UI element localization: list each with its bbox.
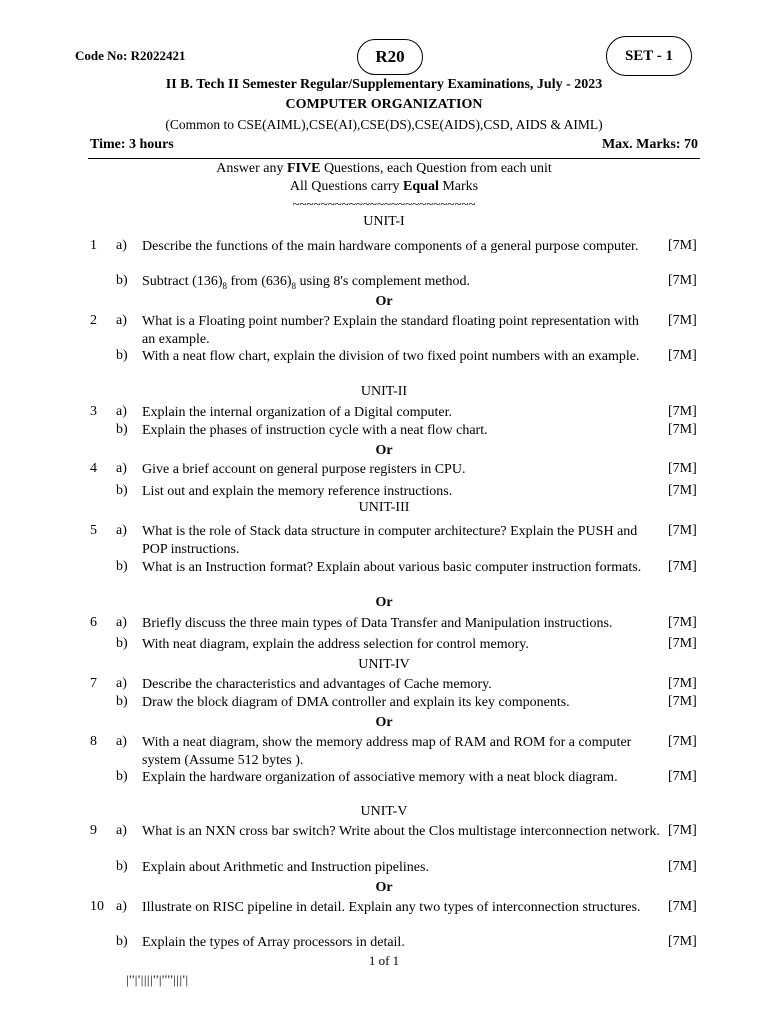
barcode: |''|'||||''|''''|||'|	[126, 972, 189, 987]
question-text: Give a brief account on general purpose registers in CPU.	[142, 462, 466, 477]
max-marks: Max. Marks: 70	[601, 137, 698, 152]
question-text: What is the role of Stack data structure in computer architecture? Explain the PUSH and POP instructions.	[142, 524, 638, 557]
code-number: Code No: R2022421	[75, 48, 186, 63]
or-separator: Or	[375, 595, 393, 610]
unit-heading: UNIT-III	[358, 500, 410, 515]
part-label: a)	[116, 734, 127, 749]
part-label: a)	[116, 313, 127, 328]
marks: [7M]	[668, 483, 697, 498]
subject-title: COMPUTER ORGANIZATION	[285, 97, 483, 112]
marks: [7M]	[668, 899, 697, 914]
part-label: a)	[116, 404, 127, 419]
part-label: b)	[116, 769, 128, 784]
part-label: b)	[116, 859, 128, 874]
question-text: Subtract $(136)_8$ from $(636)_8$ using 8's complement method.	[142, 274, 471, 291]
separator: ~~~~~~~~~~~~~~~~~~~~~~~~~~	[292, 196, 476, 211]
marks: [7M]	[668, 422, 697, 437]
part-label: b)	[116, 636, 128, 651]
part-label: a)	[116, 899, 127, 914]
set-badge: SET - 1	[606, 36, 692, 76]
or-separator: Or	[375, 715, 393, 730]
part-label: a)	[116, 823, 127, 838]
or-separator: Or	[375, 880, 393, 895]
marks: [7M]	[668, 523, 697, 538]
marks: [7M]	[668, 238, 697, 253]
part-label: a)	[116, 615, 127, 630]
page-number: 1 of 1	[368, 953, 400, 968]
marks: [7M]	[668, 823, 697, 838]
instruction-line-2: All Questions carry Equal Marks	[289, 179, 479, 194]
question-number: 1	[90, 238, 97, 253]
marks: [7M]	[668, 461, 697, 476]
part-label: b)	[116, 694, 128, 709]
question-number: 2	[90, 313, 97, 328]
exam-title: II B. Tech II Semester Regular/Supplementary Examinations, July - 2023	[165, 77, 603, 92]
marks: [7M]	[668, 734, 697, 749]
question-text: List out and explain the memory reference instructions.	[142, 484, 453, 499]
part-label: b)	[116, 273, 128, 288]
question-text: With a neat diagram, show the memory address map of RAM and ROM for a computer system (Assume 512 bytes ).	[142, 735, 632, 768]
question-text: With neat diagram, explain the address selection for control memory.	[142, 637, 529, 652]
question-text: Explain the internal organization of a Digital computer.	[142, 405, 452, 420]
header-rule	[88, 158, 700, 159]
marks: [7M]	[668, 348, 697, 363]
marks: [7M]	[668, 615, 697, 630]
question-text: What is an NXN cross bar switch? Write about the Clos multistage interconnection network.	[142, 824, 660, 839]
time-duration: Time: 3 hours	[90, 137, 174, 152]
question-text: Describe the functions of the main hardware components of a general purpose computer.	[142, 239, 639, 254]
question-number: 6	[90, 615, 97, 630]
question-number: 9	[90, 823, 97, 838]
marks: [7M]	[668, 273, 697, 288]
question-text: With a neat flow chart, explain the division of two fixed point numbers with an example.	[142, 349, 640, 364]
question-text: Briefly discuss the three main types of Data Transfer and Manipulation instructions.	[142, 616, 613, 631]
marks: [7M]	[668, 676, 697, 691]
marks: [7M]	[668, 404, 697, 419]
part-label: b)	[116, 422, 128, 437]
part-label: a)	[116, 238, 127, 253]
question-number: 10	[90, 899, 104, 914]
marks: [7M]	[668, 934, 697, 949]
unit-heading: UNIT-V	[360, 804, 408, 819]
or-separator: Or	[375, 443, 393, 458]
question-text: Explain the phases of instruction cycle with a neat flow chart.	[142, 423, 488, 438]
part-label: b)	[116, 348, 128, 363]
unit-heading: UNIT-I	[363, 214, 405, 229]
unit-heading: UNIT-II	[360, 384, 408, 399]
question-text: What is an Instruction format? Explain about various basic computer instruction formats.	[142, 560, 642, 575]
question-number: 3	[90, 404, 97, 419]
question-text: What is a Floating point number? Explain the standard floating point representation with an example.	[142, 314, 639, 347]
instruction-line-1: Answer any FIVE Questions, each Question from each unit	[216, 161, 552, 176]
regulation-badge: R20	[357, 39, 423, 75]
part-label: b)	[116, 934, 128, 949]
marks: [7M]	[668, 859, 697, 874]
part-label: b)	[116, 559, 128, 574]
question-number: 5	[90, 523, 97, 538]
part-label: a)	[116, 676, 127, 691]
marks: [7M]	[668, 559, 697, 574]
common-to: (Common to CSE(AIML),CSE(AI),CSE(DS),CSE(AIDS),CSD, AIDS & AIML)	[165, 117, 603, 132]
question-number: 8	[90, 734, 97, 749]
question-text: Explain about Arithmetic and Instruction pipelines.	[142, 860, 429, 875]
part-label: a)	[116, 523, 127, 538]
marks: [7M]	[668, 313, 697, 328]
question-text: Explain the types of Array processors in detail.	[142, 935, 405, 950]
question-number: 4	[90, 461, 97, 476]
question-number: 7	[90, 676, 97, 691]
question-text: Draw the block diagram of DMA controller and explain its key components.	[142, 695, 570, 710]
question-text: Explain the hardware organization of associative memory with a neat block diagram.	[142, 770, 618, 785]
part-label: a)	[116, 461, 127, 476]
question-text: Describe the characteristics and advantages of Cache memory.	[142, 677, 492, 692]
part-label: b)	[116, 483, 128, 498]
or-separator: Or	[375, 294, 393, 309]
question-text: Illustrate on RISC pipeline in detail. Explain any two types of interconnection structures.	[142, 900, 641, 915]
unit-heading: UNIT-IV	[358, 657, 410, 672]
marks: [7M]	[668, 694, 697, 709]
marks: [7M]	[668, 636, 697, 651]
marks: [7M]	[668, 769, 697, 784]
